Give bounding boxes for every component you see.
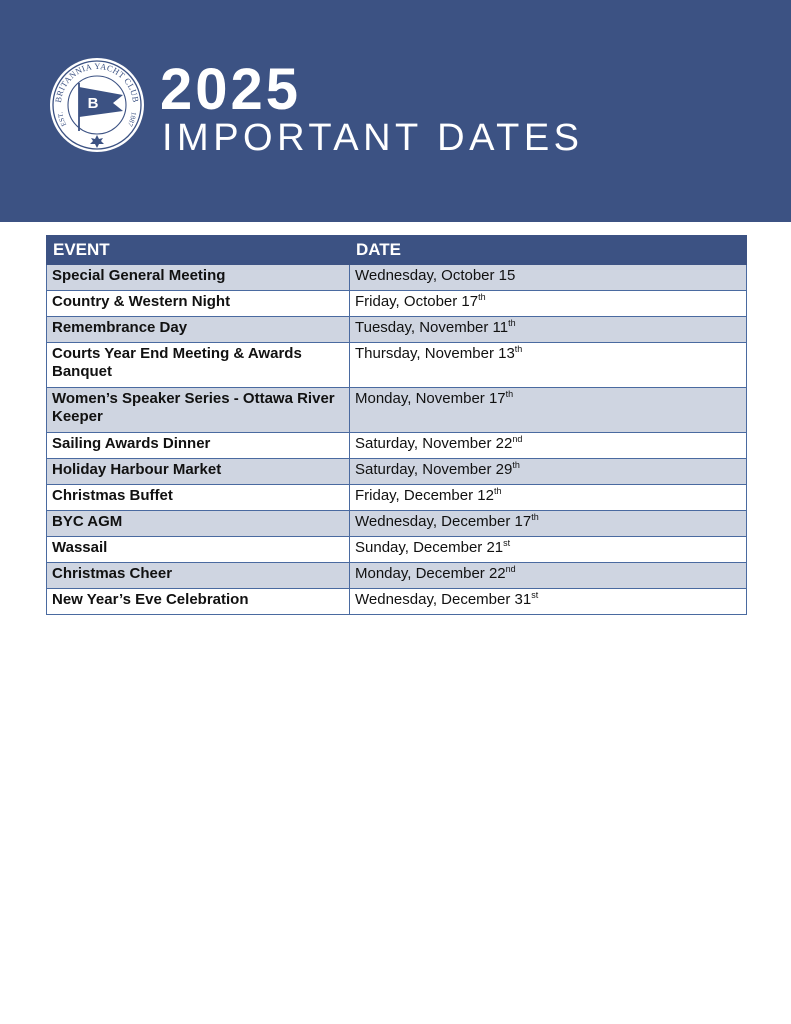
date-text: Thursday, November 13 <box>355 345 515 362</box>
svg-text:1887: 1887 <box>125 111 138 128</box>
date-cell <box>350 589 747 615</box>
ordinal-suffix: nd <box>512 434 523 444</box>
date-text: Tuesday, November 11 <box>355 319 509 336</box>
ordinal-suffix: st <box>503 538 511 548</box>
event-cell: Country & Western Night <box>47 291 350 317</box>
date-text: Friday, December 12 <box>355 487 494 504</box>
ordinal-suffix: th <box>512 460 520 470</box>
table-row <box>47 291 747 317</box>
table-row <box>47 343 747 388</box>
date-cell <box>350 317 747 343</box>
date-cell <box>350 537 747 563</box>
column-header-event: EVENT <box>47 236 350 265</box>
event-cell: Wassail <box>47 537 350 563</box>
date-text: Wednesday, December 17 <box>355 513 532 530</box>
ordinal-suffix: th <box>478 292 486 302</box>
ordinal-suffix: th <box>508 318 516 328</box>
event-cell: Sailing Awards Dinner <box>47 433 350 459</box>
event-cell: Special General Meeting <box>47 265 350 291</box>
event-cell: Remembrance Day <box>47 317 350 343</box>
event-cell: Courts Year End Meeting & Awards Banquet <box>47 343 350 388</box>
date-text: Monday, November 17 <box>355 390 506 407</box>
date-text: Monday, December 22 <box>355 565 506 582</box>
event-cell: New Year’s Eve Celebration <box>47 589 350 615</box>
date-cell <box>350 485 747 511</box>
svg-text:BRITANNIA YACHT CLUB: BRITANNIA YACHT CLUB <box>53 60 141 104</box>
event-cell: Holiday Harbour Market <box>47 459 350 485</box>
table-row <box>47 537 747 563</box>
table-row <box>47 459 747 485</box>
date-text: Wednesday, December 31 <box>355 591 532 608</box>
important-dates-table <box>46 235 747 615</box>
svg-text:B: B <box>87 95 99 112</box>
page-subtitle: IMPORTANT DATES <box>162 117 584 159</box>
ordinal-suffix: nd <box>505 564 516 574</box>
date-text: Sunday, December 21 <box>355 539 504 556</box>
table-row <box>47 265 747 291</box>
date-cell <box>350 563 747 589</box>
date-cell <box>350 265 747 291</box>
ordinal-suffix: st <box>531 590 539 600</box>
table-row <box>47 433 747 459</box>
table-header-row <box>47 236 747 265</box>
table-row <box>47 563 747 589</box>
svg-text:EST.: EST. <box>56 111 69 128</box>
date-cell <box>350 459 747 485</box>
date-cell <box>350 433 747 459</box>
ordinal-suffix: th <box>493 486 502 496</box>
ordinal-suffix: th <box>505 389 514 399</box>
event-cell: BYC AGM <box>47 511 350 537</box>
event-cell: Women’s Speaker Series - Ottawa River Keeper <box>47 388 350 433</box>
britannia-yacht-club-logo <box>47 55 147 155</box>
column-header-date: DATE <box>350 236 747 265</box>
table-row <box>47 511 747 537</box>
date-cell <box>350 291 747 317</box>
event-cell: Christmas Buffet <box>47 485 350 511</box>
date-cell <box>350 388 747 433</box>
table-row <box>47 589 747 615</box>
header-banner <box>0 0 791 222</box>
table-row <box>47 485 747 511</box>
page-title-year: 2025 <box>160 57 302 122</box>
ordinal-suffix: th <box>514 344 523 354</box>
date-text: Friday, October 17 <box>355 293 479 310</box>
date-cell <box>350 511 747 537</box>
event-cell: Christmas Cheer <box>47 563 350 589</box>
date-text: Saturday, November 22 <box>355 435 513 452</box>
date-text: Wednesday, October 15 <box>355 267 516 284</box>
ordinal-suffix: th <box>531 512 539 522</box>
date-cell <box>350 343 747 388</box>
date-text: Saturday, November 29 <box>355 461 513 478</box>
table-row <box>47 388 747 433</box>
table-row <box>47 317 747 343</box>
